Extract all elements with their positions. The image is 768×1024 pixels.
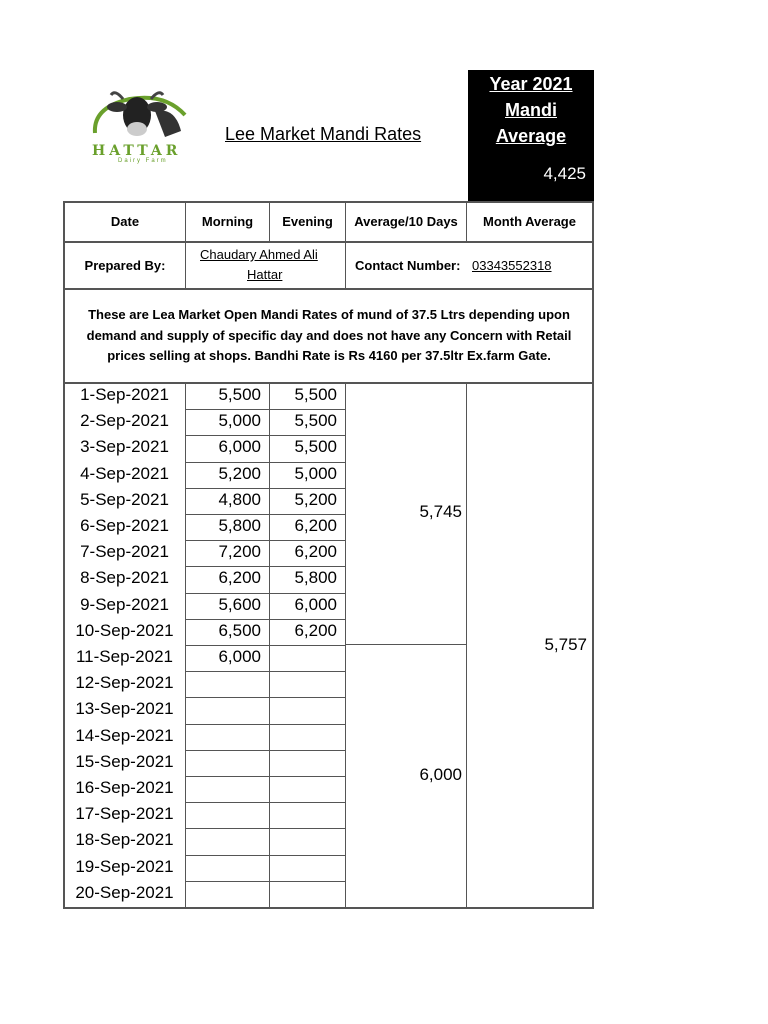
year-average-box bbox=[468, 70, 594, 201]
row-evening-rate: 5,800 bbox=[294, 568, 337, 588]
row-date: 13-Sep-2021 bbox=[75, 699, 174, 719]
row-evening-rate: 5,500 bbox=[294, 385, 337, 404]
avg10-first: 5,745 bbox=[419, 502, 462, 521]
row-date: 17-Sep-2021 bbox=[75, 804, 174, 824]
info-divider bbox=[63, 288, 594, 290]
row-evening-rate: 5,200 bbox=[294, 489, 337, 509]
row-divider bbox=[186, 514, 346, 515]
row-divider bbox=[186, 435, 346, 436]
prepared-by-name: Chaudary Ahmed Ali bbox=[200, 247, 318, 262]
row-divider bbox=[186, 724, 346, 725]
row-date: 10-Sep-2021 bbox=[75, 620, 174, 640]
contact-label: Contact Number: bbox=[355, 258, 461, 273]
row-date: 14-Sep-2021 bbox=[75, 725, 174, 745]
description-text: These are Lea Market Open Mandi Rates of mund of 37.5 Ltrs depending upon demand and supply of specific day and does not have any Concern with Retail prices selling at shops. Bandhi Rate is Rs 4160 per 37.5ltr Ex.farm Gate. bbox=[86, 307, 572, 363]
row-morning-rate: 7,200 bbox=[218, 542, 261, 562]
row-evening-rate: 5,500 bbox=[294, 437, 337, 457]
row-date: 8-Sep-2021 bbox=[80, 568, 169, 588]
row-date: 6-Sep-2021 bbox=[80, 516, 169, 535]
row-morning-rate: 5,600 bbox=[218, 594, 261, 614]
year-box-line1: Year 2021 bbox=[489, 74, 573, 94]
row-morning-rate: 6,000 bbox=[218, 647, 261, 666]
year-box-line2: Mandi bbox=[505, 100, 557, 120]
row-date: 18-Sep-2021 bbox=[75, 830, 174, 850]
row-divider bbox=[186, 828, 346, 829]
row-divider bbox=[186, 750, 346, 751]
contact-number: 03343552318 bbox=[472, 258, 552, 273]
row-morning-rate: 5,800 bbox=[218, 516, 261, 535]
row-evening-rate: 5,500 bbox=[294, 411, 337, 431]
row-date: 1-Sep-2021 bbox=[80, 385, 169, 404]
row-divider bbox=[186, 855, 346, 856]
row-divider bbox=[186, 540, 346, 541]
row-evening-rate: 6,200 bbox=[294, 516, 337, 535]
header-average-10-days: Average/10 Days bbox=[354, 214, 458, 229]
table-top-border bbox=[63, 201, 594, 203]
month-average-value: 5,757 bbox=[544, 635, 587, 654]
header-month-average: Month Average bbox=[483, 214, 576, 229]
desc-divider bbox=[63, 382, 594, 384]
body-vline bbox=[466, 383, 467, 908]
row-morning-rate: 5,500 bbox=[218, 385, 261, 404]
header-divider bbox=[63, 241, 594, 243]
prepared-by-label: Prepared By: bbox=[84, 258, 166, 273]
avg-split-line bbox=[345, 644, 467, 645]
row-morning-rate: 5,000 bbox=[218, 411, 261, 431]
row-date: 3-Sep-2021 bbox=[80, 437, 169, 457]
row-divider bbox=[186, 409, 346, 410]
row-date: 9-Sep-2021 bbox=[80, 594, 169, 614]
row-date: 15-Sep-2021 bbox=[75, 751, 174, 771]
avg10-second: 6,000 bbox=[419, 765, 462, 784]
row-morning-rate: 6,500 bbox=[218, 620, 261, 640]
table-right-border bbox=[592, 201, 594, 909]
row-date: 4-Sep-2021 bbox=[80, 463, 169, 483]
row-date: 20-Sep-2021 bbox=[75, 882, 174, 902]
row-date: 16-Sep-2021 bbox=[75, 778, 174, 797]
row-divider bbox=[186, 645, 346, 646]
year-average-value: 4,425 bbox=[543, 164, 586, 183]
prepared-by-name-line2: Hattar bbox=[247, 267, 283, 282]
row-date: 7-Sep-2021 bbox=[80, 542, 169, 562]
header-date: Date bbox=[110, 214, 140, 229]
row-morning-rate: 6,000 bbox=[218, 437, 261, 457]
row-divider bbox=[186, 671, 346, 672]
row-morning-rate: 6,200 bbox=[218, 568, 261, 588]
row-divider bbox=[186, 566, 346, 567]
header-evening: Evening bbox=[282, 214, 333, 229]
header-morning: Morning bbox=[201, 214, 254, 229]
row-evening-rate: 5,000 bbox=[294, 463, 337, 483]
year-box-line3: Average bbox=[495, 126, 567, 146]
row-date: 12-Sep-2021 bbox=[75, 673, 174, 693]
row-divider bbox=[186, 776, 346, 777]
row-evening-rate: 6,200 bbox=[294, 542, 337, 562]
row-evening-rate: 6,000 bbox=[294, 594, 337, 614]
row-date: 19-Sep-2021 bbox=[75, 856, 174, 876]
row-evening-rate: 6,200 bbox=[294, 620, 337, 640]
row-divider bbox=[186, 881, 346, 882]
table-left-border bbox=[63, 201, 65, 909]
row-divider bbox=[186, 802, 346, 803]
page-title: Lee Market Mandi Rates bbox=[225, 124, 422, 144]
row-divider bbox=[186, 697, 346, 698]
row-morning-rate: 4,800 bbox=[218, 489, 261, 509]
row-date: 5-Sep-2021 bbox=[80, 489, 169, 509]
row-date: 11-Sep-2021 bbox=[75, 647, 174, 666]
table-bottom-border bbox=[63, 907, 594, 909]
row-morning-rate: 5,200 bbox=[218, 463, 261, 483]
row-date: 2-Sep-2021 bbox=[80, 411, 169, 431]
logo-tagline: Dairy Farm bbox=[118, 158, 168, 164]
logo-brand: HATTAR bbox=[92, 143, 182, 159]
